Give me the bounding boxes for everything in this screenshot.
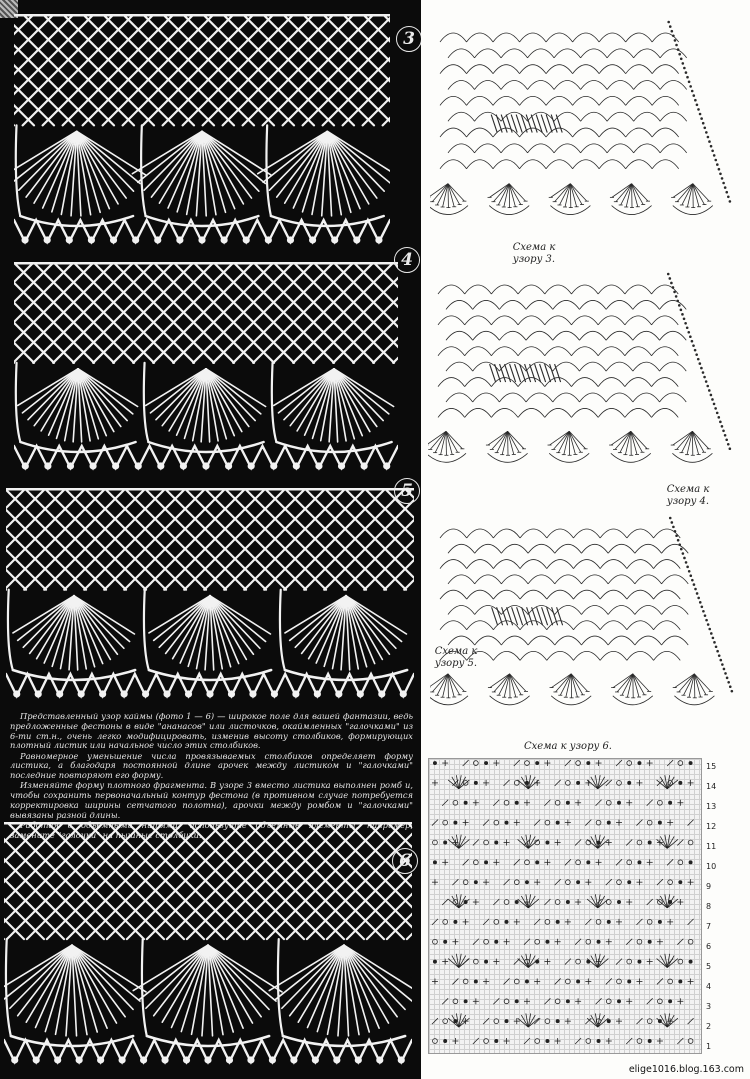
row-number: 13 — [706, 802, 717, 811]
crochet-scheme-4 — [428, 270, 736, 494]
row-number: 8 — [706, 902, 712, 911]
row-number: 6 — [706, 942, 712, 951]
row-numbers — [704, 758, 724, 1054]
grid-chart-6 — [428, 758, 702, 1054]
article-paragraph: Представленный узор каймы (фото 1 — 6) — широкое поле для вашей фантазии, ведь предложенные фестоны в виде "ананасов" или листочков, окаймленных "галочками" из 6-ти ст.н., очень легко модифицировать, изменив высоту столбиков, формирующих плотный листик или начальное число этих столбиков. — [10, 711, 413, 751]
article-paragraph: Изменяйте форму плотного фрагмента. В узоре 3 вместо листика выполнен ромб и, чтобы сохранить первоначальный контур фестона (в противном случае потребуется корректировка ширины сетчатого полотна), арочки между ромбом и "галочками" вывязаны разной длины. — [10, 780, 413, 820]
photo-number-5: 5 — [394, 478, 420, 504]
row-number: 3 — [706, 1002, 712, 1011]
scheme-caption-3: Схема к узору 3. — [512, 242, 556, 265]
row-number: 1 — [706, 1042, 712, 1051]
row-number: 11 — [706, 842, 717, 851]
scheme-caption-6: Схема к узору 6. — [524, 741, 612, 752]
row-number: 10 — [706, 862, 717, 871]
lace-photo-3 — [14, 14, 390, 246]
crochet-scheme-5 — [430, 514, 738, 736]
lace-photo-5 — [6, 488, 414, 700]
scheme-caption-4: Схема к узору 4. — [666, 484, 710, 507]
row-number: 9 — [706, 882, 712, 891]
article-paragraph: Работая с объемными нитями, используйте объемные элементы, например, замените "галочки" на пышные столбики. — [10, 820, 413, 840]
lace-photo-6 — [4, 822, 412, 1066]
row-number: 7 — [706, 922, 712, 931]
scheme-caption-5: Схема к узору 5. — [434, 646, 478, 669]
row-number: 2 — [706, 1022, 712, 1031]
photo-number-4: 4 — [394, 247, 420, 273]
row-number: 4 — [706, 982, 712, 991]
watermark: elige1016.blog.163.com — [628, 1064, 744, 1075]
row-number: 15 — [706, 762, 717, 771]
row-number: 14 — [706, 782, 717, 791]
lace-photo-4 — [14, 262, 398, 472]
row-number: 12 — [706, 822, 717, 831]
photo-number-6: 6 — [392, 848, 418, 874]
photo-number-3: 3 — [396, 26, 422, 52]
article-paragraph: Равномерное уменьшение числа провязываемых столбиков определяет форму листика, а благодаря постоянной длине арочек между листиком и "галочками" последние повторяют его форму. — [10, 750, 413, 781]
row-number: 5 — [706, 962, 712, 971]
crochet-scheme-3 — [430, 18, 736, 248]
